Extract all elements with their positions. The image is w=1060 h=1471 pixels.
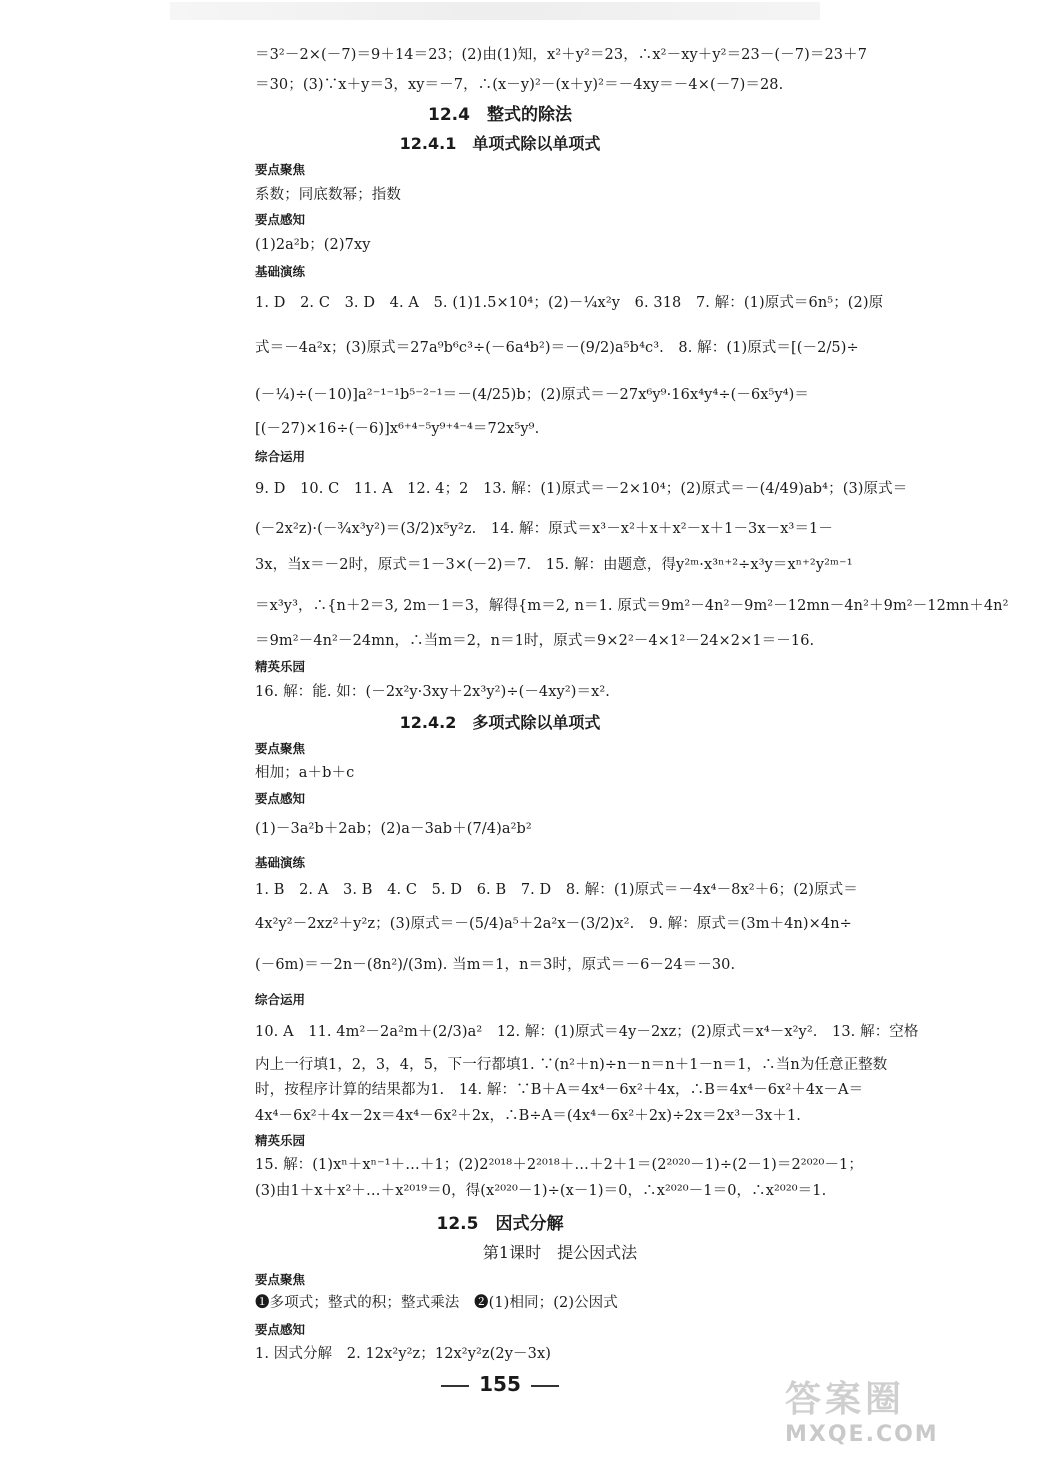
section-label: 要点感知: [255, 791, 306, 806]
watermark-bottom: MXQE.COM: [785, 1422, 939, 1447]
watermark-top: 答案圈: [785, 1379, 906, 1420]
section-label: 综合运用: [255, 449, 306, 464]
text-line: 式＝－4a²x；(3)原式＝27a⁹b⁶c³÷(－6a⁴b²)＝－(9/2)a⁵b⁴c³. 8. 解：(1)原式＝[(－2/5)÷: [255, 340, 859, 356]
text-line: ＝x³y³，∴{n＋2＝3, 2m－1＝3，解得{m＝2, n＝1. 原式＝9m²－4n²－9m²－12mn－4n²＋9m²－12mn＋4n²: [255, 598, 1009, 614]
page-number-text: 155: [479, 1372, 521, 1396]
section-label: 要点聚焦: [255, 1272, 306, 1287]
text-line: (1)2a²b；(2)7xy: [255, 237, 371, 253]
text-line: 16. 解：能. 如：(－2x²y·3xy＋2x³y²)÷(－4xy²)＝x².: [255, 684, 611, 700]
section-label: 精英乐园: [255, 1133, 306, 1148]
section-label: 要点聚焦: [255, 162, 306, 177]
text-line: 1. B 2. A 3. B 4. C 5. D 6. B 7. D 8. 解：(1)原式＝－4x⁴－8x²＋6；(2)原式＝: [255, 882, 858, 898]
text-line: (3)由1＋x＋x²＋…＋x²⁰¹⁹＝0，得(x²⁰²⁰－1)÷(x－1)＝0，∴x²⁰²⁰－1＝0，∴x²⁰²⁰＝1.: [255, 1183, 827, 1199]
section-label: 要点感知: [255, 1322, 306, 1337]
scan-noise: [170, 2, 820, 20]
text-line: 15. 解：(1)xⁿ＋xⁿ⁻¹＋…＋1；(2)2²⁰¹⁸＋2²⁰¹⁸＋…＋2＋1＝(2²⁰²⁰－1)÷(2－1)＝2²⁰²⁰－1；: [255, 1157, 863, 1173]
heading-12-4-1: 12.4.1 单项式除以单项式: [399, 134, 601, 153]
lesson-title: 第1课时 提公因式法: [482, 1243, 638, 1262]
text-line: 10. A 11. 4m²－2a²m＋(2/3)a² 12. 解：(1)原式＝4y－2xz；(2)原式＝x⁴－x²y². 13. 解：空格: [255, 1024, 919, 1040]
text-line: ＝3²－2×(－7)＝9＋14＝23；(2)由(1)知，x²＋y²＝23，∴x²－xy＋y²＝23－(－7)＝23＋7: [255, 47, 868, 63]
text-line: 相加；a＋b＋c: [255, 765, 355, 781]
text-line: 4x²y²－2xz²＋y²z；(3)原式＝－(5/4)a⁵＋2a²x－(3/2)x². 9. 解：原式＝(3m＋4n)×4n÷: [255, 916, 852, 932]
text-line: ❶多项式；整式的积；整式乘法 ❷(1)相同；(2)公因式: [255, 1295, 618, 1311]
section-label: 要点感知: [255, 212, 306, 227]
text-line: ＝30；(3)∵x＋y＝3，xy＝－7，∴(x－y)²－(x＋y)²＝－4xy＝－4×(－7)＝28.: [255, 77, 784, 93]
page-number-dash: [441, 1385, 469, 1387]
text-line: [(－27)×16÷(－6)]x⁶⁺⁴⁻⁵y⁹⁺⁴⁻⁴＝72x⁵y⁹.: [255, 421, 540, 437]
text-line: (－6m)＝－2n－(8n²)/(3m). 当m＝1，n＝3时，原式＝－6－24＝－30.: [255, 957, 736, 973]
text-line: ＝9m²－4n²－24mn，∴当m＝2，n＝1时，原式＝9×2²－4×1²－24×2×1＝－16.: [255, 633, 815, 649]
text-line: (－¼)÷(－10)]a²⁻¹⁻¹b⁵⁻²⁻¹＝－(4/25)b；(2)原式＝－27x⁶y⁹·16x⁴y⁴÷(－6x⁵y⁴)＝: [255, 387, 810, 403]
text-line: 4x⁴－6x²＋4x－2x＝4x⁴－6x²＋2x，∴B÷A＝(4x⁴－6x²＋2x)÷2x＝2x³－3x＋1.: [255, 1108, 801, 1124]
text-line: 1. 因式分解 2. 12x²y²z；12x²y²z(2y－3x): [255, 1346, 551, 1362]
watermark-logo: [785, 1371, 970, 1451]
text-line: 内上一行填1，2，3，4，5，下一行都填1. ∵(n²＋n)÷n－n＝n＋1－n＝1，∴当n为任意正整数: [255, 1057, 888, 1073]
text-line: 1. D 2. C 3. D 4. A 5. (1)1.5×10⁴；(2)－¼x²y 6. 318 7. 解：(1)原式＝6n⁵；(2)原: [255, 295, 884, 311]
heading-12-4: 12.4 整式的除法: [428, 105, 572, 125]
section-label: 综合运用: [255, 992, 306, 1007]
text-line: 系数；同底数幂；指数: [255, 187, 401, 203]
text-line: (－2x²z)·(－¾x³y²)＝(3/2)x⁵y²z. 14. 解：原式＝x³－x²＋x＋x²－x＋1－3x－x³＝1－: [255, 521, 833, 537]
text-line: 时，按程序计算的结果都为1. 14. 解：∵B＋A＝4x⁴－6x²＋4x，∴B＝4x⁴－6x²＋4x－A＝: [255, 1082, 864, 1098]
section-label: 要点聚焦: [255, 741, 306, 756]
text-line: 9. D 10. C 11. A 12. 4；2 13. 解：(1)原式＝－2×10⁴；(2)原式＝－(4/49)ab⁴；(3)原式＝: [255, 481, 908, 497]
text-line: 3x，当x＝－2时，原式＝1－3×(－2)＝7. 15. 解：由题意，得y²ᵐ·x³ⁿ⁺²÷x³y＝xⁿ⁺²y²ᵐ⁻¹: [255, 557, 853, 573]
page-number-dash: [531, 1385, 559, 1387]
section-label: 精英乐园: [255, 659, 306, 674]
text-line: (1)－3a²b＋2ab；(2)a－3ab＋(7/4)a²b²: [255, 821, 532, 837]
section-label: 基础演练: [255, 264, 306, 279]
heading-12-5: 12.5 因式分解: [436, 1214, 564, 1234]
heading-12-4-2: 12.4.2 多项式除以单项式: [399, 713, 601, 732]
section-label: 基础演练: [255, 855, 306, 870]
